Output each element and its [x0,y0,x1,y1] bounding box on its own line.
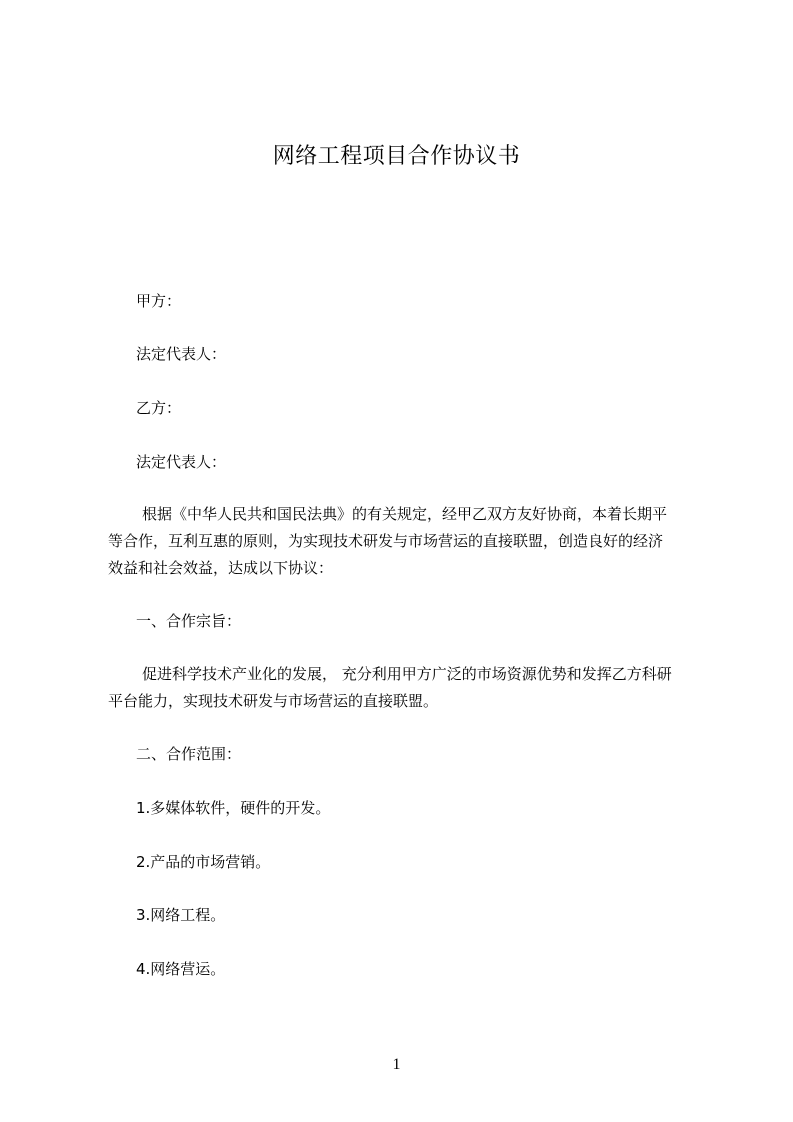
preamble-line-3: 效益和社会效益，达成以下协议： [108,559,334,577]
party-a-label: 甲方： [136,292,182,310]
preamble-line-2: 等合作，互利互惠的原则，为实现技术研发与市场营运的直接联盟，创造良好的经济 [108,532,664,550]
preamble-line-1: 根据《中华人民共和国民法典》的有关规定，经甲乙双方友好协商，本着长期平 [142,505,668,523]
scope-item: 1.多媒体软件，硬件的开发。 [136,799,331,817]
section-1-line-1: 促进科学技术产业化的发展， 充分利用甲方广泛的市场资源优势和发挥乙方科研 [142,665,672,683]
party-b-label: 乙方： [136,399,182,417]
page-number: 1 [392,1056,401,1073]
party-a-representative-label: 法定代表人： [136,345,227,363]
section-2-heading: 二、合作范围： [136,745,242,763]
document-title: 网络工程项目合作协议书 [272,144,521,169]
section-1-heading: 一、合作宗旨： [136,612,242,630]
scope-item: 2.产品的市场营销。 [136,853,271,871]
section-1-line-2: 平台能力，实现技术研发与市场营运的直接联盟。 [108,692,439,710]
scope-item: 4.网络营运。 [136,960,226,978]
party-b-representative-label: 法定代表人： [136,453,227,471]
scope-item: 3.网络工程。 [136,906,226,924]
